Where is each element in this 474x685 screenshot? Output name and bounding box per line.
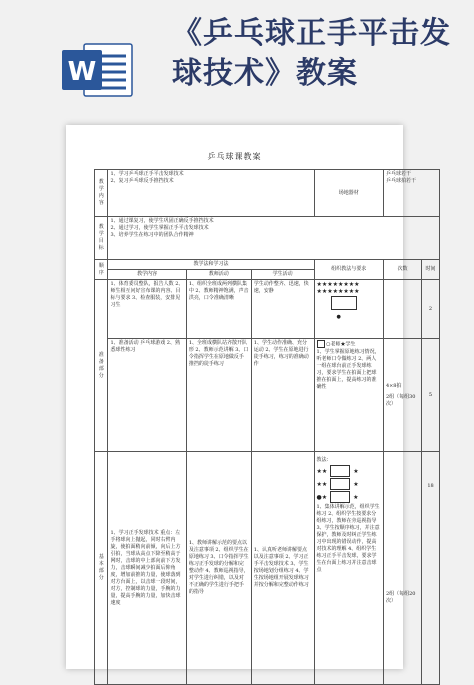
warmup-row: [95, 339, 440, 452]
practice-group: ★★ ★: [317, 465, 381, 477]
basic-organization-text: 1、集体讲解示范，组织学生练习 2、组织学生按要求分组练习，教师在旁巡视指导 3、学生按顺序练习，并注意保护，教师及时纠正学生练习中出现的错误动作，提高对技术的理解 4、组织学生练习正手平击发球，要求学生在台面上练习并注意击球点: [316, 504, 380, 573]
count-header: 次数: [383, 260, 421, 280]
venue-items: [383, 170, 439, 217]
title-banner: [0, 0, 474, 118]
teacher-header: 教师活动: [186, 270, 251, 280]
warmup-teacher: 1、全班成横队站齐散开队形 2、教师示范讲解 3、口令指挥学生在原地做反手推挡的徒手练习: [186, 339, 251, 452]
content-item: 2、复习乒乓球反手推挡技术: [110, 178, 174, 184]
objective-item: 1、通过课复习，使学生巩固正确反手推挡技术: [110, 218, 214, 224]
prep-organization: [314, 280, 383, 339]
content-items: [108, 170, 314, 217]
basic-teacher: 1、教师讲解示范的要点以及注意事项 2、组织学生在原地练习 3、口令指挥学生练习正手发球的分解和完整动作 4、教师巡视指导，对学生进行纠错，以及对不正确的学生进行手把手的指导: [186, 452, 251, 685]
venue-label: 场地器材: [314, 170, 383, 217]
prep-time: 2: [422, 280, 440, 339]
prep-row: [95, 280, 440, 339]
header-row-1: [95, 260, 440, 270]
prep-student: 学生动作整齐、迅速，快速，安静: [251, 280, 314, 339]
practice-group: ●★ ★: [317, 491, 381, 503]
content-label: 教学内容: [95, 170, 108, 217]
basic-row: [95, 452, 440, 685]
warmup-content: 1、准备活动 乒乓球游戏 2、熟悉球性练习: [108, 339, 186, 452]
warmup-time: 5: [422, 339, 440, 452]
basic-count: [383, 452, 421, 685]
lesson-plan-title: 乒乓球课教案: [207, 152, 262, 161]
prep-content: 1、体育委员整队，报告人数 2、师生相互问好宣布课的内容、目标与要求 3、检查服装，安排见习生: [108, 280, 186, 339]
content-item: 1、学习乒乓球正手平击发球技术: [110, 171, 184, 177]
objective-item: 3、培养学生在练习中的团队合作精神: [110, 232, 194, 238]
basic-label: 基本部分: [95, 452, 108, 685]
table-diagram: [331, 296, 357, 310]
formation-legend: ○老师★学生: [317, 340, 381, 349]
organization-header: 组织教法与要求: [314, 260, 383, 280]
warmup-student: 1、学生动作准确、充分运动 2、学生在原地进行徒手练习，练习的准确动作: [251, 339, 314, 452]
table-diagram: [330, 465, 350, 477]
document-title: 《乒乓球正手平击发球技术》教案: [172, 16, 451, 91]
word-document-icon: [62, 40, 134, 100]
objective-items: [108, 217, 440, 260]
table-diagram: [330, 478, 350, 490]
warmup-organization-text: 1、学生掌握原地练习情况，听老师口令做练习 2、两人一组在球台前正手发球练习，要求学生在拍面上把球推在拍面上，提高练习的准确性: [316, 348, 380, 390]
table-diagram: [330, 491, 350, 503]
method-title: 教法：: [316, 457, 332, 463]
venue-item: 乒乓球若干: [385, 171, 411, 177]
prep-count: [383, 280, 421, 339]
lesson-plan-table: [94, 169, 440, 685]
warmup-count: 4×8拍 2组（每组30次）: [383, 339, 421, 452]
content-header: 教学内容: [108, 270, 186, 280]
student-formation-stars: ★★★★★★★★: [316, 281, 360, 288]
svg-text:W: W: [67, 57, 97, 87]
section-header: 顺序: [95, 260, 108, 280]
prep-teacher: 1、组织全班成两列横队集中 2、教师精神饱满，声音洪亮，口令准确清晰: [186, 280, 251, 339]
student-formation-stars: ★★★★★★★★: [316, 288, 360, 295]
content-row: [95, 170, 440, 217]
methods-header: 教学法和学习法: [108, 260, 314, 270]
objective-item: 2、通过学习，使学生掌握正手平击发球技术: [110, 225, 209, 231]
teacher-marker: ●: [336, 314, 341, 320]
basic-time: 18: [422, 452, 440, 685]
warmup-group: 2组（每组30次）: [385, 393, 416, 407]
basic-organization: [314, 452, 383, 685]
basic-content: 1、学习正手发球技术 重点：左手将球向上抛起，同时右臂内旋，使拍面稍向前倾，向后上方引拍，当球从高点下降至稍高于网时，击球的中上部向前下方发力，击球瞬间减少拍面后仰角度，增加前推的力量，使球落到对方台面上，以击球一段时间，对方，控制球的力量，手腕的力量，提高手腕的力量，加快击球速度: [108, 452, 186, 685]
basic-student: 1、认真听老师讲解要点以及注意事项 2、学习正手平击发球技术 3、学生按场地划分组练习 4、学生按场地组开展发球练习并按分解和完整动作练习: [251, 452, 314, 685]
document-page: [66, 125, 436, 669]
basic-group: 2组（每组20次）: [385, 591, 416, 604]
venue-item: 乒乓球拍若干: [385, 178, 416, 184]
objective-label: 教学目标: [95, 217, 108, 260]
objective-row: [95, 217, 440, 260]
warmup-organization: [314, 339, 383, 452]
prep-label: 准备部分: [95, 280, 108, 452]
practice-group: ★★ ★: [317, 478, 381, 490]
table-box-icon: [317, 340, 325, 348]
time-header: 时间: [422, 260, 440, 280]
student-header: 学生活动: [251, 270, 314, 280]
